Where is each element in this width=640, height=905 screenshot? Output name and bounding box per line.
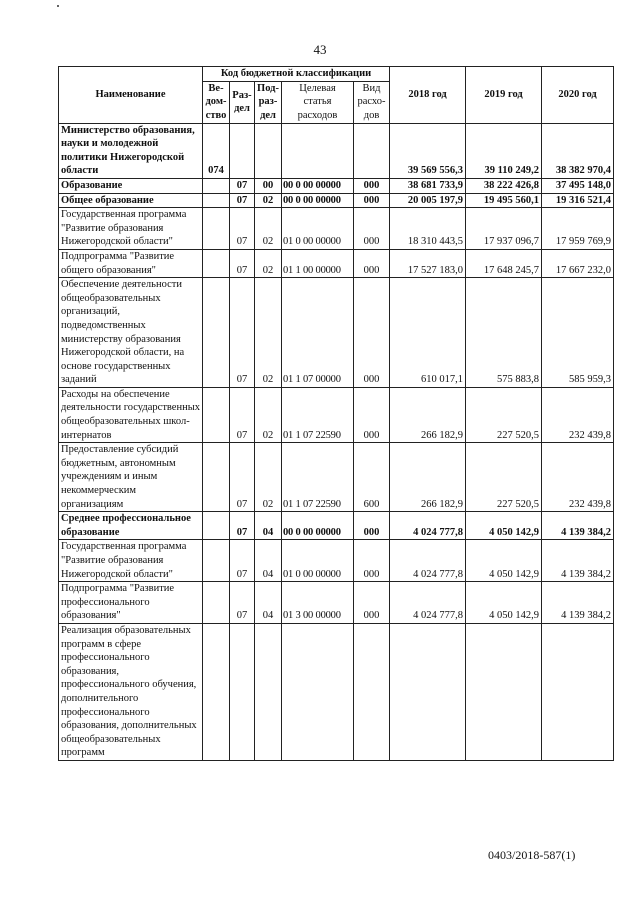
table-row: [59, 540, 614, 582]
row-2020: 37 495 148,0: [542, 178, 614, 193]
row-vid: 000: [354, 278, 390, 388]
row-target: 01 0 00 00000: [282, 540, 354, 582]
row-name: Государственная программа "Развитие образования Нижегородской области": [59, 540, 203, 582]
row-2020: 17 959 769,9: [542, 208, 614, 250]
row-vid: 000: [354, 540, 390, 582]
row-name: Подпрограмма "Развитие профессионального образования": [59, 582, 203, 624]
row-razdel: 07: [230, 178, 255, 193]
row-target: 01 1 07 22590: [282, 443, 354, 512]
table-row: [59, 178, 614, 193]
row-2018: 266 182,9: [390, 387, 466, 442]
table-row: [59, 278, 614, 388]
row-2018: 39 569 556,3: [390, 123, 466, 178]
header-podrazdel: Под- раз- дел: [255, 81, 282, 123]
row-target: 01 3 00 00000: [282, 582, 354, 624]
row-target: 01 1 07 00000: [282, 278, 354, 388]
row-target: 00 0 00 00000: [282, 178, 354, 193]
table-row: [59, 443, 614, 512]
table-row: [59, 208, 614, 250]
budget-table: [58, 66, 614, 761]
row-vid: [354, 623, 390, 760]
row-2018: 17 527 183,0: [390, 249, 466, 277]
row-razdel: 07: [230, 512, 255, 540]
row-podrazdel: 04: [255, 582, 282, 624]
row-podrazdel: 04: [255, 512, 282, 540]
row-razdel: 07: [230, 540, 255, 582]
row-2019: 39 110 249,2: [466, 123, 542, 178]
row-podrazdel: 02: [255, 193, 282, 208]
row-razdel: 07: [230, 387, 255, 442]
row-razdel: [230, 623, 255, 760]
row-vedomstvo: 074: [203, 123, 230, 178]
row-2019: 4 050 142,9: [466, 540, 542, 582]
row-podrazdel: 02: [255, 208, 282, 250]
row-vid: 000: [354, 512, 390, 540]
row-vid: 000: [354, 193, 390, 208]
row-vid: 000: [354, 249, 390, 277]
row-2018: 4 024 777,8: [390, 512, 466, 540]
row-2019: 17 648 245,7: [466, 249, 542, 277]
row-2020: 232 439,8: [542, 387, 614, 442]
row-name: Расходы на обеспечение деятельности государственных общеобразовательных школ-интернатов: [59, 387, 203, 442]
row-2020: 4 139 384,2: [542, 540, 614, 582]
row-target: 01 0 00 00000: [282, 208, 354, 250]
header-vid: Вид расхо- дов: [354, 81, 390, 123]
row-2020: 38 382 970,4: [542, 123, 614, 178]
row-name: Подпрограмма "Развитие общего образования": [59, 249, 203, 277]
row-podrazdel: [255, 623, 282, 760]
row-2019: 575 883,8: [466, 278, 542, 388]
page-number: 43: [313, 42, 327, 57]
row-name: Реализация образовательных программ в сфере профессионального образования, профессионального обучения, дополнительного профессионального образования, дополнительных общеобразовательных программ: [59, 623, 203, 760]
row-podrazdel: 02: [255, 387, 282, 442]
row-razdel: 07: [230, 249, 255, 277]
row-name: Общее образование: [59, 193, 203, 208]
table-row: [59, 123, 614, 178]
row-vid: 000: [354, 208, 390, 250]
row-podrazdel: 02: [255, 249, 282, 277]
row-2020: 19 316 521,4: [542, 193, 614, 208]
row-target: 01 1 00 00000: [282, 249, 354, 277]
row-2020: [542, 623, 614, 760]
table-row: [59, 512, 614, 540]
row-vid: 000: [354, 582, 390, 624]
table-row: [59, 193, 614, 208]
row-target: 00 0 00 00000: [282, 193, 354, 208]
row-vedomstvo: [203, 512, 230, 540]
row-2018: 20 005 197,9: [390, 193, 466, 208]
row-razdel: 07: [230, 582, 255, 624]
row-vedomstvo: [203, 208, 230, 250]
row-podrazdel: 02: [255, 278, 282, 388]
row-podrazdel: 04: [255, 540, 282, 582]
row-vedomstvo: [203, 249, 230, 277]
row-razdel: 07: [230, 193, 255, 208]
row-2019: 227 520,5: [466, 387, 542, 442]
row-2020: 4 139 384,2: [542, 582, 614, 624]
row-2019: 227 520,5: [466, 443, 542, 512]
row-2019: 4 050 142,9: [466, 512, 542, 540]
row-2018: 18 310 443,5: [390, 208, 466, 250]
row-razdel: 07: [230, 278, 255, 388]
row-vedomstvo: [203, 540, 230, 582]
row-razdel: 07: [230, 443, 255, 512]
row-name: Государственная программа "Развитие образования Нижегородской области": [59, 208, 203, 250]
row-2018: 38 681 733,9: [390, 178, 466, 193]
row-vid: [354, 123, 390, 178]
row-vedomstvo: [203, 387, 230, 442]
row-target: 00 0 00 00000: [282, 512, 354, 540]
row-name: Среднее профессиональное образование: [59, 512, 203, 540]
row-name: Министерство образования, науки и молодежной политики Нижегородской области: [59, 123, 203, 178]
row-vid: 000: [354, 387, 390, 442]
row-2019: 19 495 560,1: [466, 193, 542, 208]
header-2020: 2020 год: [542, 67, 614, 124]
header-razdel: Раз- дел: [230, 81, 255, 123]
row-target: [282, 623, 354, 760]
row-2018: 610 017,1: [390, 278, 466, 388]
row-vedomstvo: [203, 443, 230, 512]
row-razdel: 07: [230, 208, 255, 250]
row-2018: 4 024 777,8: [390, 540, 466, 582]
row-razdel: [230, 123, 255, 178]
row-vedomstvo: [203, 193, 230, 208]
header-2019: 2019 год: [466, 67, 542, 124]
budget-rows: [59, 123, 614, 760]
table-row: [59, 387, 614, 442]
row-vedomstvo: [203, 278, 230, 388]
row-vedomstvo: [203, 623, 230, 760]
row-vedomstvo: [203, 582, 230, 624]
header-name: Наименование: [59, 67, 203, 124]
table-row: [59, 582, 614, 624]
header-2018: 2018 год: [390, 67, 466, 124]
row-podrazdel: 00: [255, 178, 282, 193]
row-2019: 4 050 142,9: [466, 582, 542, 624]
row-vid: 000: [354, 178, 390, 193]
table-row: [59, 623, 614, 760]
header-vedomstvo: Ве- дом- ство: [203, 81, 230, 123]
row-podrazdel: 02: [255, 443, 282, 512]
header-target: Целевая статья расходов: [282, 81, 354, 123]
row-2020: 4 139 384,2: [542, 512, 614, 540]
table-row: [59, 249, 614, 277]
row-podrazdel: [255, 123, 282, 178]
row-name: Образование: [59, 178, 203, 193]
row-target: [282, 123, 354, 178]
row-2020: 232 439,8: [542, 443, 614, 512]
row-2018: 4 024 777,8: [390, 582, 466, 624]
row-2018: [390, 623, 466, 760]
header-budget-code: Код бюджетной классификации: [203, 67, 390, 82]
row-name: Обеспечение деятельности общеобразовательных организаций, подведомственных министерству образования Нижегородской области, на основе государственных заданий: [59, 278, 203, 388]
row-2019: [466, 623, 542, 760]
row-name: Предоставление субсидий бюджетным, автономным учреждениям и иным некоммерческим организациям: [59, 443, 203, 512]
row-2020: 17 667 232,0: [542, 249, 614, 277]
row-2020: 585 959,3: [542, 278, 614, 388]
row-vid: 600: [354, 443, 390, 512]
row-2019: 17 937 096,7: [466, 208, 542, 250]
scan-speck: [57, 5, 59, 7]
row-2018: 266 182,9: [390, 443, 466, 512]
row-target: 01 1 07 22590: [282, 387, 354, 442]
row-vedomstvo: [203, 178, 230, 193]
footer-code: 0403/2018-587(1): [488, 848, 576, 862]
row-2019: 38 222 426,8: [466, 178, 542, 193]
